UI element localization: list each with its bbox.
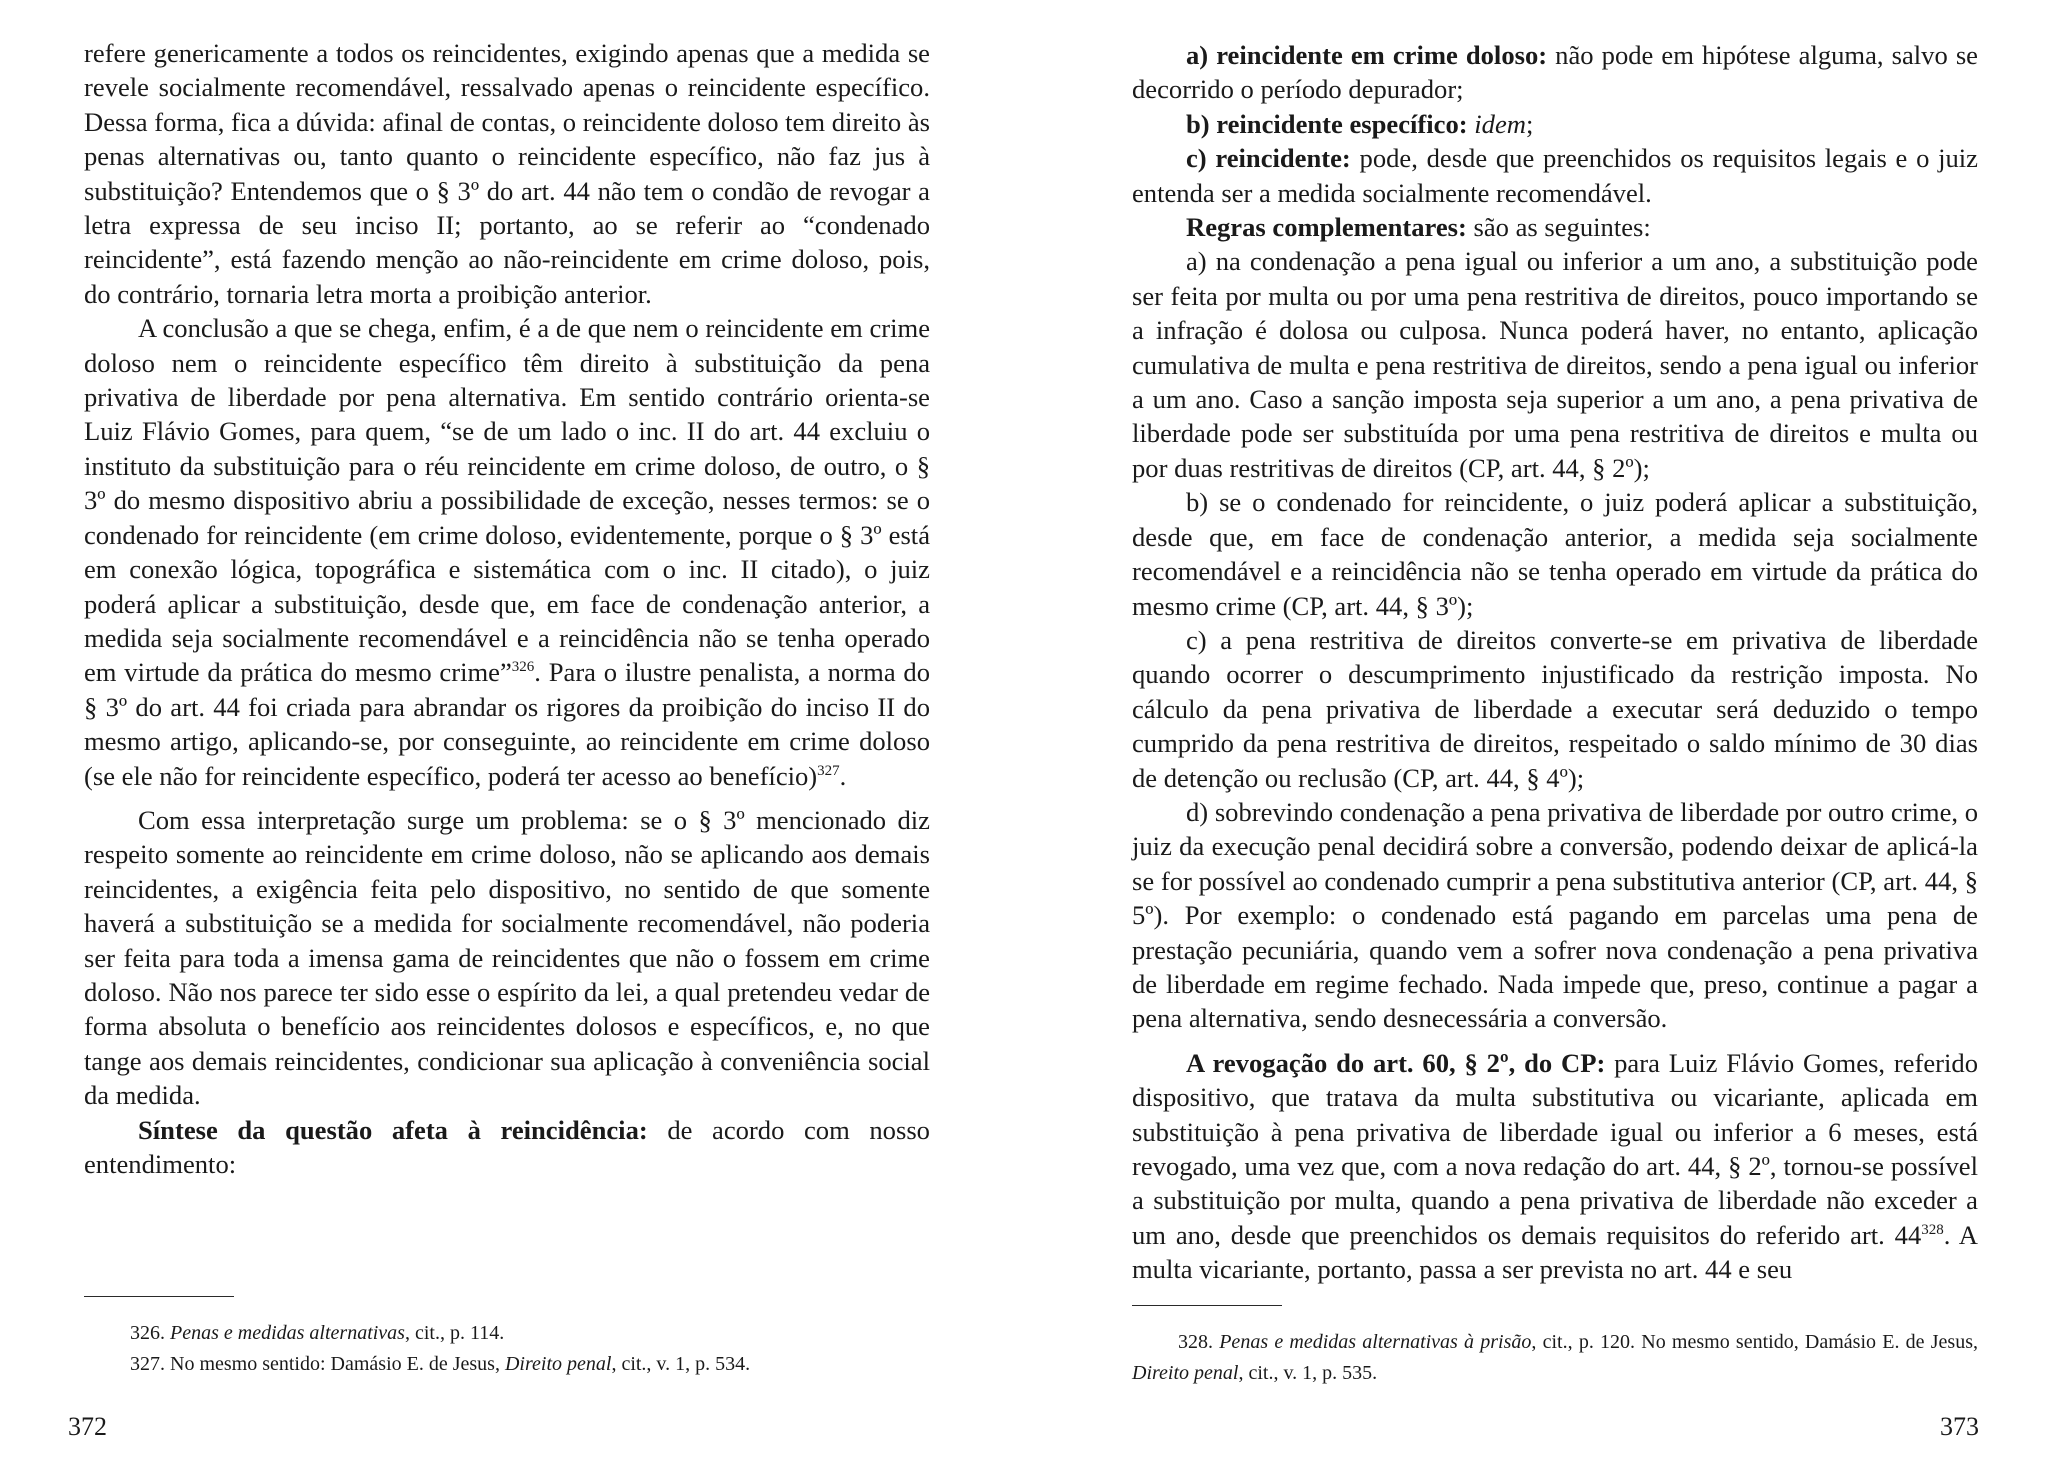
rule-item (1132, 244, 1978, 485)
footnote-title: Penas e medidas alternativas (170, 1322, 405, 1344)
paragraph-text: . (839, 760, 847, 791)
paragraph (84, 1113, 930, 1182)
footnote-divider (84, 1296, 234, 1297)
bold-heading: b) reincidente específico: (1186, 108, 1468, 139)
paragraph (1132, 1046, 1978, 1287)
paragraph-text: . Para o ilustre penalista, a norma do § 3º do art. 44 foi criada para abrandar os rigores da proibição do inciso II do mesmo artigo, aplicando-se, por conseguinte, ao reincidente em crime doloso (se ele não for reincidente específico, poderá ter acesso ao benefício) (84, 657, 931, 791)
footnote-divider (1132, 1305, 1282, 1306)
page-number: 373 (1940, 1412, 1979, 1441)
footnotes (1132, 1327, 1978, 1389)
left-body-text (84, 36, 930, 1181)
paragraph (84, 803, 930, 1113)
footnote-text: No mesmo sentido: Damásio E. de Jesus, (170, 1353, 505, 1375)
paragraph-text: c) a pena restritiva de direitos converte-se em privativa de liberdade quando ocorrer o descumprimento injustificado da restrição imposta. No cálculo da pena privativa de liberdade a executar será deduzido o tempo cumprido da pena restritiva de direitos, respeitado o saldo mínimo de 30 dias de detenção ou reclusão (CP, art. 44, § 4º); (1132, 624, 1978, 793)
footnote-text: , cit., p. 120. No mesmo sentido, Damásio E. de Jesus, (1531, 1331, 1978, 1353)
list-item (1132, 107, 1978, 141)
footnote-ref: 327 (817, 762, 840, 779)
left-page (0, 0, 1000, 1472)
rule-item (1132, 485, 1978, 623)
italic-text: idem (1474, 108, 1526, 139)
paragraph-text: . A multa vicariante, portanto, passa a ser prevista no art. 44 e seu (1132, 1219, 1978, 1285)
footnote-ref: 328 (1921, 1221, 1944, 1238)
footnote-ref: 326 (511, 659, 535, 676)
footnote-text: , cit., v. 1, p. 535. (1238, 1362, 1378, 1384)
paragraph (84, 36, 930, 311)
footnote-326 (84, 1318, 930, 1349)
paragraph-text: a) na condenação a pena igual ou inferior a um ano, a substituição pode ser feita por multa ou por uma pena restritiva de direitos, pouco importando se a infração é dolosa ou culposa. Nunca poderá haver, no entanto, aplicação cumulativa de multa e pena restritiva de direitos, sendo a pena igual ou inferior a um ano. Caso a sanção imposta seja superior a um ano, a pena privativa de liberdade pode ser substituída por uma pena restritiva de direitos e multa ou por duas restritivas de direitos (CP, art. 44, § 2º); (1132, 246, 1978, 483)
footnote-text: , cit., v. 1, p. 534. (611, 1353, 751, 1375)
footnote-text: , cit., p. 114. (404, 1322, 505, 1344)
footnote-title: Direito penal (1132, 1362, 1239, 1384)
bold-heading: c) reincidente: (1186, 143, 1351, 174)
footnote-number: 328. (1178, 1331, 1220, 1353)
footnote-title: Direito penal (504, 1353, 612, 1375)
footnote-title: Penas e medidas alternativas à prisão (1219, 1331, 1532, 1353)
paragraph-text: ; (1525, 108, 1534, 139)
right-body-text (1132, 38, 1978, 1287)
footnote-328 (1132, 1327, 1978, 1389)
footnote-number: 326. (130, 1322, 170, 1344)
paragraph (84, 311, 930, 793)
list-item (1132, 38, 1978, 107)
footnote-number: 327. (130, 1353, 170, 1375)
rule-item (1132, 623, 1978, 795)
footnote-327 (84, 1349, 930, 1380)
paragraph-text: pode, desde que preenchidos os requisitos legais e o juiz entenda ser a medida socialmente recomendável. (1132, 143, 1978, 208)
right-page (1048, 0, 2048, 1472)
paragraph-text: não pode em hipótese alguma, salvo se decorrido o período depurador; (1132, 40, 1978, 105)
rule-item (1132, 795, 1978, 1036)
paragraph-text: b) se o condenado for reincidente, o juiz poderá aplicar a substituição, desde que, em face de condenação anterior, a medida seja socialmente recomendável e a reincidência não se tenha operado em virtude da prática do mesmo crime (CP, art. 44, § 3º); (1132, 487, 1978, 621)
paragraph (1132, 210, 1978, 244)
bold-heading: Regras complementares: (1186, 212, 1467, 243)
bold-heading: A revogação do art. 60, § 2º, do CP: (1186, 1047, 1606, 1078)
bold-heading: a) reincidente em crime doloso: (1186, 40, 1548, 70)
list-item (1132, 141, 1978, 210)
paragraph-text: são as seguintes: (1466, 212, 1651, 243)
paragraph-text: A conclusão a que se chega, enfim, é a de que nem o reincidente em crime doloso nem o reincidente específico têm direito à substituição da pena privativa de liberdade por pena alternativa. Em sentido contrário orienta-se Luiz Flávio Gomes, para quem, “se de um lado o inc. II do art. 44 excluiu o instituto da substituição para o réu reincidente em crime doloso, de outro, o § 3º do mesmo dispositivo abriu a possibilidade de exceção, nesses termos: se o condenado for reincidente (em crime doloso, evidentemente, porque o § 3º está em conexão lógica, topográfica e sistemática com o inc. II citado), o juiz poderá aplicar a substituição, desde que, em face de condenação anterior, a medida seja socialmente recomendável e a reincidência não se tenha operado em virtude da prática do mesmo crime” (84, 313, 930, 688)
paragraph-text: refere genericamente a todos os reincidentes, exigindo apenas que a medida se revele socialmente recomendável, ressalvado apenas o reincidente específico. Dessa forma, fica a dúvida: afinal de contas, o reincidente doloso tem direito às penas alternativas ou, tanto quanto o reincidente específico, não faz jus à substituição? Entendemos que o § 3º do art. 44 não tem o condão de revogar a letra expressa de seu inciso II; portanto, ao se referir ao “condenado reincidente”, está fazendo menção ao não-reincidente em crime doloso, pois, do contrário, tornaria letra morta a proibição anterior. (84, 38, 930, 309)
paragraph-text: de acordo com nosso entendimento: (84, 1114, 930, 1179)
paragraph-text: d) sobrevindo condenação a pena privativa de liberdade por outro crime, o juiz da execução penal decidirá sobre a conversão, podendo deixar de aplicá-la se for possível ao condenado cumprir a pena substitutiva anterior (CP, art. 44, § 5º). Por exemplo: o condenado está pagando em parcelas uma pena de prestação pecuniária, quando vem a sofrer nova condenação a pena privativa de liberdade em regime fechado. Nada impede que, preso, continue a pagar a pena alternativa, sendo desnecessária a conversão. (1132, 796, 1978, 1034)
paragraph-text: para Luiz Flávio Gomes, referido dispositivo, que tratava da multa substitutiva ou vicariante, aplicada em substituição à pena privativa de liberdade igual ou inferior a 6 meses, está revogado, uma vez que, com a nova redação do art. 44, § 2º, tornou-se possível a substituição por multa, quando a pena privativa de liberdade não exceder a um ano, desde que preenchidos os demais requisitos do referido art. 44 (1132, 1047, 1978, 1250)
page-number: 372 (68, 1412, 107, 1441)
paragraph-text: Com essa interpretação surge um problema: se o § 3º mencionado diz respeito somente ao reincidente em crime doloso, não se aplicando aos demais reincidentes, a exigência feita pelo dispositivo, no sentido de que somente haverá a substituição se a medida for socialmente recomendável, não poderia ser feita para toda a imensa gama de reincidentes que não o fossem em crime doloso. Não nos parece ter sido esse o espírito da lei, a qual pretendeu vedar de forma absoluta o benefício aos reincidentes dolosos e específicos, e, no que tange aos demais reincidentes, condicionar sua aplicação à conveniência social da medida. (84, 804, 930, 1111)
bold-heading: Síntese da questão afeta à reincidência: (138, 1114, 648, 1145)
footnotes (84, 1318, 930, 1380)
